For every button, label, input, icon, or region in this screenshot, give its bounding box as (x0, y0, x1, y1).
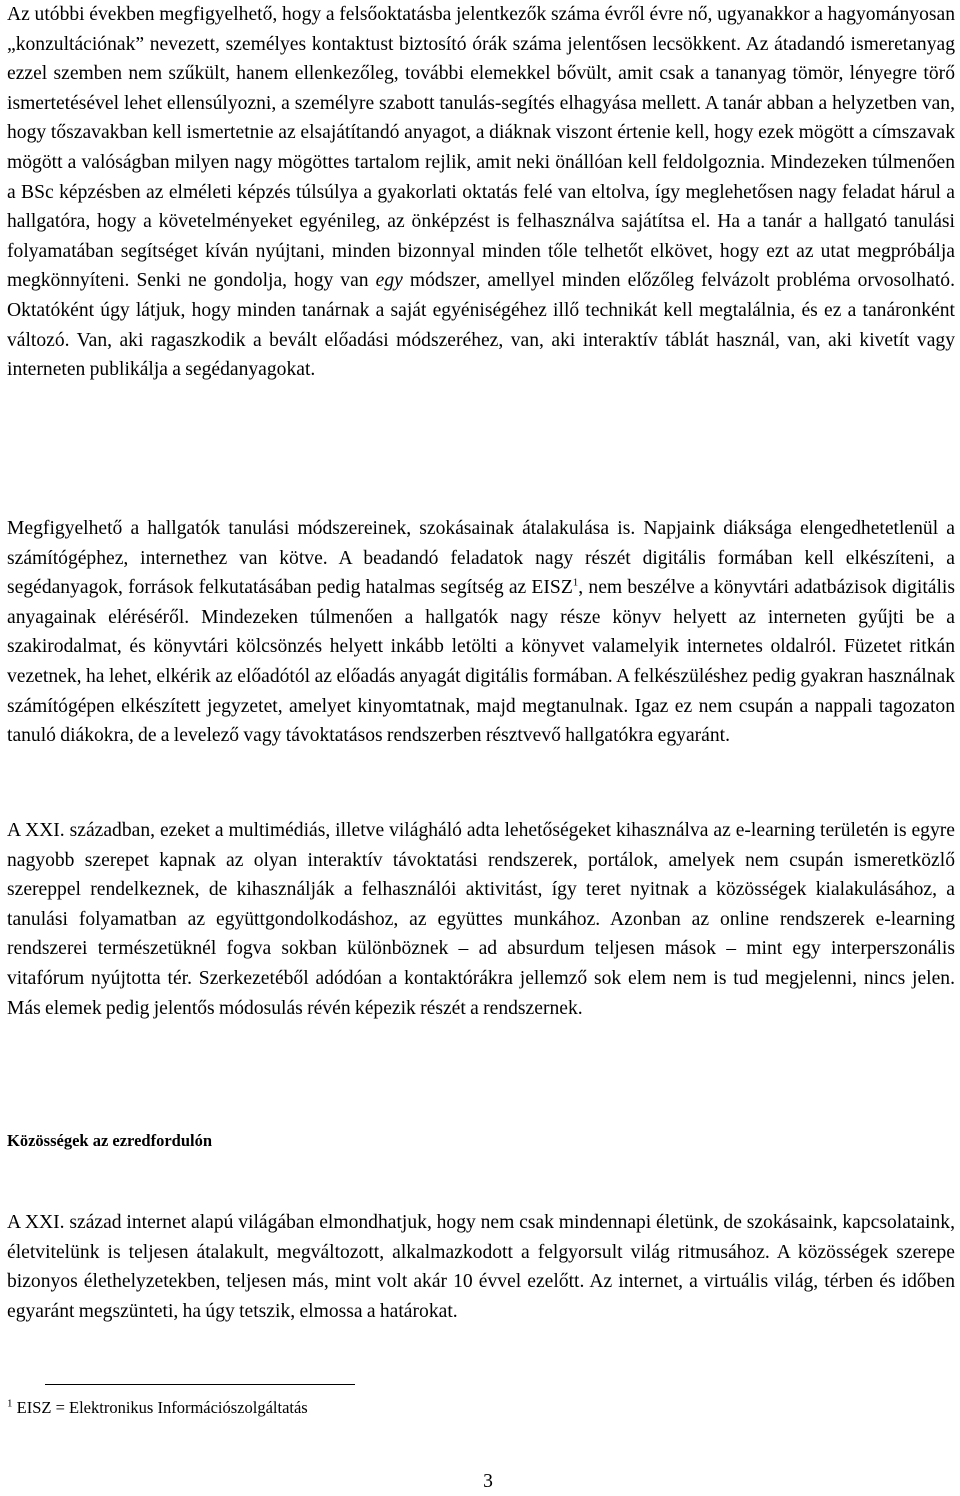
footnote-number: 1 (7, 1397, 13, 1410)
paragraph-1-emphasis: egy (375, 270, 403, 292)
paragraph-2-text-a: Megfigyelhető a hallgatók tanulási módszereinek, szokásainak átalakulása is. Napjaink diáksága elengedhetetlenül a számítógéphez, internethez van kötve. A beadandó feladatok nagy részét digitális formában kell elkészíteni, a segédanyagok, források felkutatásában pedig hatalmas segítség az EISZ (7, 518, 955, 599)
paragraph-1-text-b: módszer, amellyel minden előzőleg felvázolt probléma orvosolható. Oktatóként úgy látjuk, hogy minden tanárnak a saját egyéniségéhez illő technikát kell megtalálnia, és ez a tanáronként változó. Van, aki ragaszkodik a bevált előadási módszeréhez, van, aki interaktív táblát használ, van, aki kivetít vagy interneten publikálja a segédanyagokat. (7, 270, 955, 381)
paragraph-2 (7, 514, 955, 751)
page-number: 3 (483, 1471, 493, 1492)
footnote-separator (45, 1384, 355, 1385)
paragraph-1-text-a: Az utóbbi években megfigyelhető, hogy a felsőoktatásba jelentkezők száma évről évre nő, ugyanakkor a hagyományosan „konzultációnak” nevezett, személyes kontaktust biztosító órák száma jelentősen lecsökkent. Az átadandó ismeretanyag ezzel szemben nem szűkült, hanem ellenkezőleg, további elemekkel bővült, amit csak a tananyag tömör, lényegre törő ismertetésével lehet ellensúlyozni, a személyre szabott tanulás-segítés elhagyása mellett. A tanár abban a helyzetben van, hogy tőszavakban kell ismertetnie az elsajátítandó anyagot, a diáknak viszont értenie kell, hogy ezek mögött a címszavak mögött a valóságban milyen nagy mögöttes tartalom rejlik, amit neki önállóan kell feldolgoznia. Mindezeken túlmenően a BSc képzésben az elméleti képzés túlsúlya a gyakorlati oktatás felé van eltolva, így meglehetősen nagy feladat hárul a hallgatóra, hogy a követelményeket egyénileg, az önképzést is felhasználva sajátítsa el. Ha a tanár a hallgató tanulási folyamatában segítséget kíván nyújtani, minden bizonnyal minden tőle telhetőt elkövet, hogy ezt az utat megpróbálja megkönnyíteni. Senki ne gondolja, hogy van (7, 4, 955, 292)
paragraph-1 (7, 0, 955, 385)
section-heading: Közösségek az ezredfordulón (7, 1131, 213, 1150)
footnote-text: EISZ = Elektronikus Információszolgáltatás (12, 1398, 308, 1417)
footnote-reference: 1 (572, 576, 579, 589)
paragraph-4: A XXI. század internet alapú világában elmondhatjuk, hogy nem csak mindennapi életünk, de szokásaink, kapcsolataink, életvitelünk is teljesen átalakult, megváltozott, alkalmazkodott a felgyorsult világ ritmusához. A közösségek szerepe bizonyos élethelyzetekben, teljesen más, mint volt akár 10 évvel ezelőtt. Az internet, a virtuális világ, térben és időben egyaránt megszünteti, ha úgy tetszik, elmossa a határokat. (7, 1212, 955, 1322)
paragraph-3: A XXI. században, ezeket a multimédiás, illetve világháló adta lehetőségeket kihasználva az e-learning területén is egyre nagyobb szerepet kapnak az olyan interaktív távoktatási rendszerek, portálok, amelyek nem csupán ismeretközlő szereppel rendelkeznek, de kihasználják a felhasználói aktivitást, így teret nyitnak a közösségek kialakulásához, a tanulási folyamatban az együttgondolkodáshoz, az együttes munkához. Azonban az online rendszerek e-learning rendszerei természetüknél fogva sokban különböznek – ad absurdum teljesen mások – mint egy interperszonális vitafórum nyújtotta tér. Szerkezetéből adódóan a kontaktórákra jellemző sok elem nem is tud megjelenni, nincs jelen. Más elemek pedig jelentős módosulás révén képezik részét a rendszernek. (7, 820, 955, 1019)
footnote (7, 1396, 308, 1420)
paragraph-2-text-b: , nem beszélve a könyvtári adatbázisok digitális anyagainak eléréséről. Mindezeken túlmenően a hallgatók nagy része könyv helyett az interneten gyűjti be a szakirodalmat, és könyvtári kölcsönzés helyett inkább letölti a könyvet valamelyik internetes oldalról. Füzetet ritkán vezetnek, ha lehet, elkérik az előadótól az előadás anyagát digitális formában. A felkészüléshez pedig gyakran használnak számítógépen elkészített jegyzetet, amelyet kinyomtatnak, majd megtanulnak. Igaz ez nem csupán a nappali tagozaton tanuló diákokra, de a levelező vagy távoktatásos rendszerben résztvevő hallgatókra egyaránt. (7, 577, 955, 747)
